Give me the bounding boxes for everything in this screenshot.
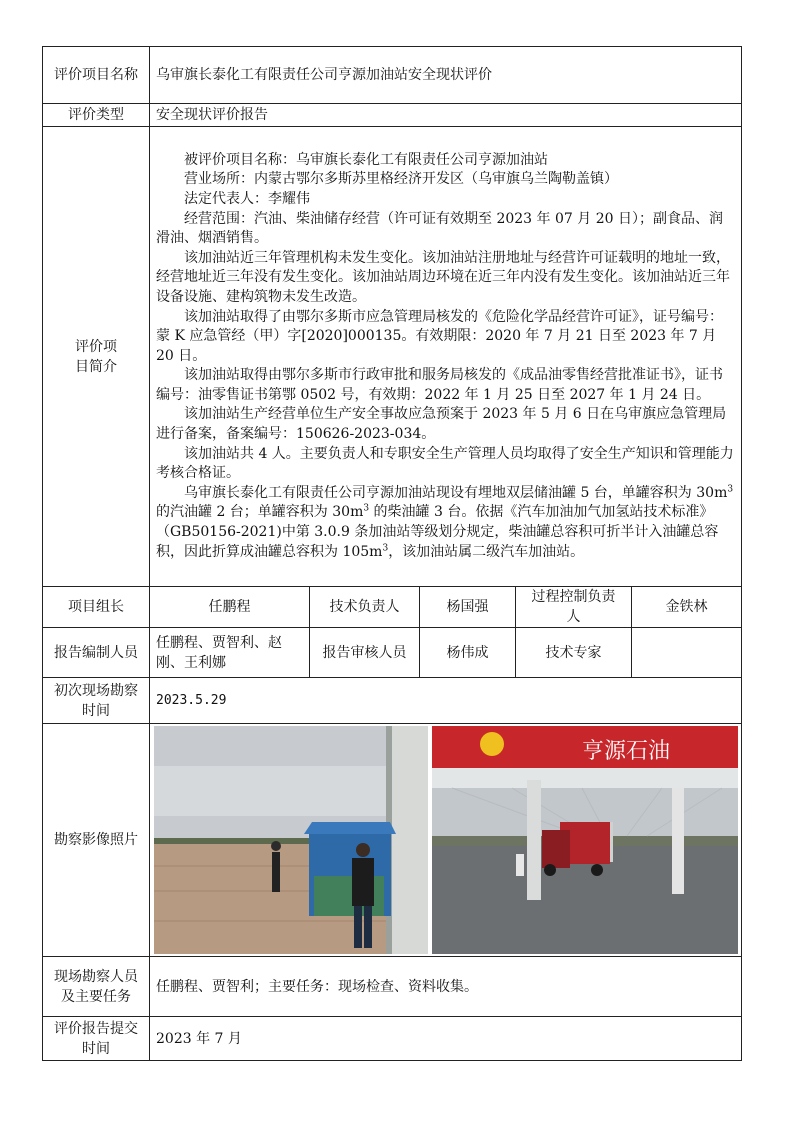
intro-label: 评价项目简介 <box>43 127 150 587</box>
intro-paragraph: 被评价项目名称：乌审旗长泰化工有限责任公司亨源加油站 <box>184 151 548 168</box>
intro-paragraph: 营业场所：内蒙古鄂尔多斯苏里格经济开发区（乌审旗乌兰陶勒盖镇） <box>184 171 618 188</box>
expert-value <box>632 628 742 678</box>
intro-paragraph: 该加油站取得由鄂尔多斯市行政审批和服务局核发的《成品油零售经营批准证书》，证书编号：油零售证书第鄂 0502 号，有效期：2022 年 1 月 25 日至 2027 年 1 月 24 日。 <box>156 367 723 403</box>
tech-lead-value: 杨国强 <box>420 587 516 628</box>
intro-paragraph: 该加油站取得了由鄂尔多斯市应急管理局核发的《危险化学品经营许可证》，证号编号：蒙 K 应急管经（甲）字[2020]000135。有效期限：2020 年 7 月 21 日至 2023 年 7 月 20 日。 <box>156 308 723 364</box>
site-photo-inspectors <box>154 726 428 954</box>
submit-time-value: 2023 年 7 月 <box>150 1017 742 1061</box>
survey-staff-value: 任鹏程、贾智利；主要任务：现场检查、资料收集。 <box>150 957 742 1017</box>
authors-label: 报告编制人员 <box>43 628 150 678</box>
process-control-value: 金铁林 <box>632 587 742 628</box>
tech-lead-label: 技术负责人 <box>310 587 420 628</box>
survey-staff-label: 现场勘察人员及主要任务 <box>43 957 150 1017</box>
project-name-label: 评价项目名称 <box>43 47 150 104</box>
survey-time-value: 2023.5.29 <box>150 678 742 724</box>
reviewer-label: 报告审核人员 <box>310 628 420 678</box>
project-name-value: 乌审旗长泰化工有限责任公司亨源加油站安全现状评价 <box>150 47 742 104</box>
intro-paragraph: 该加油站近三年管理机构未发生变化。该加油站注册地址与经营许可证载明的地址一致，经营地址近三年没有发生变化。该加油站周边环境在近三年内没有发生变化。该加油站近三年设备设施、建构筑物未发生改造。 <box>156 249 730 305</box>
intro-paragraph: 该加油站生产经营单位生产安全事故应急预案于 2023 年 5 月 6 日在乌审旗应急管理局进行备案，备案编号：150626-2023-034。 <box>156 406 727 443</box>
photos-cell <box>150 724 742 957</box>
reviewer-value: 杨伟成 <box>420 628 516 678</box>
intro-paragraph: 法定代表人：李耀伟 <box>184 190 310 207</box>
leader-label: 项目组长 <box>43 587 150 628</box>
site-photo-station <box>432 726 738 954</box>
submit-time-label: 评价报告提交时间 <box>43 1017 150 1061</box>
intro-paragraph: 该加油站共 4 人。主要负责人和专职安全生产管理人员均取得了安全生产知识和管理能力考核合格证。 <box>156 445 734 482</box>
evaluation-info-table <box>42 46 742 1061</box>
survey-time-label: 初次现场勘察时间 <box>43 678 150 724</box>
photos-label: 勘察影像照片 <box>43 724 150 957</box>
intro-paragraph: 经营范围：汽油、柴油储存经营（许可证有效期至 2023 年 07 月 20 日）；副食品、润滑油、烟酒销售。 <box>156 210 723 247</box>
authors-value: 任鹏程、贾智利、赵刚、王利娜 <box>150 628 310 678</box>
intro-body <box>150 127 742 587</box>
process-control-label: 过程控制负责人 <box>516 587 632 628</box>
tank-paragraph: 乌审旗长泰化工有限责任公司亨源加油站现设有埋地双层储油罐 5 台，单罐容积为 $30m^3$ 的汽油罐 2 台；单罐容积为 $30m^3$ 的柴油罐 3 台。依据《汽车加油加气加氢站技术标准》（GB50156-2021)中第 3.0.9 条加油站等级划分规定，柴油罐总容积可折半计入油罐总容积，因此折算成油罐总容积为 $105m^3$，该加油站属二级汽车加油站。 <box>156 484 734 560</box>
eval-type-label: 评价类型 <box>43 104 150 127</box>
leader-value: 任鹏程 <box>150 587 310 628</box>
expert-label: 技术专家 <box>516 628 632 678</box>
eval-type-value: 安全现状评价报告 <box>150 104 742 127</box>
station-sign-text: 亨源石油 <box>581 738 670 763</box>
